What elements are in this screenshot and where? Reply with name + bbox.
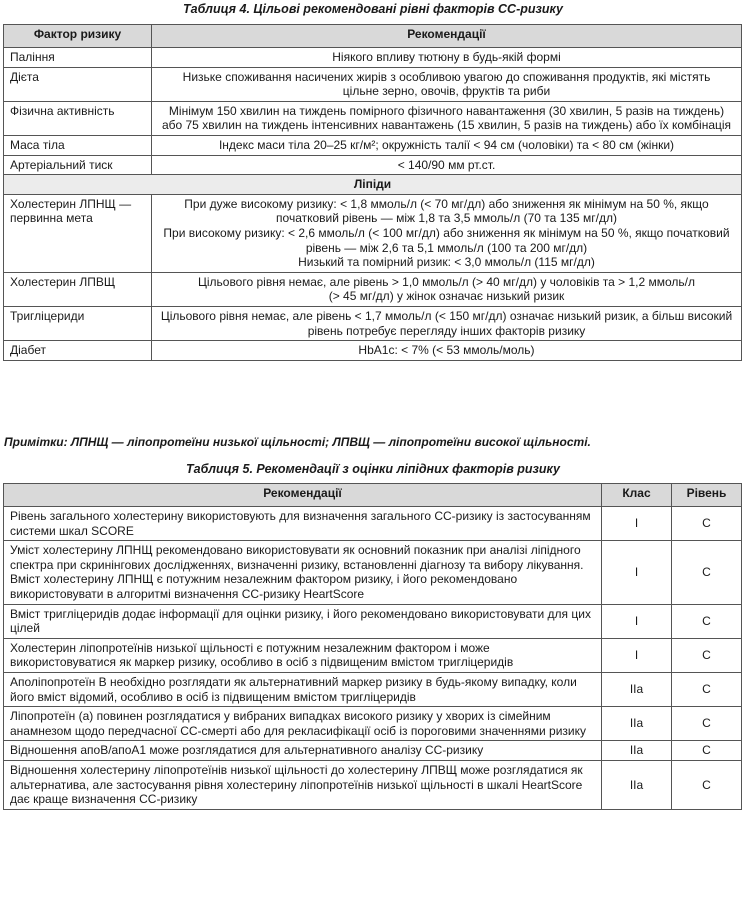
table-row <box>4 67 742 101</box>
table-row <box>4 541 742 604</box>
recommendation-cell: Низьке споживання насичених жирів з особливою увагою до споживання продуктів, які містять цільне зерно, овочів, фруктів та риби <box>152 67 742 101</box>
recommendation-cell: Вміст тригліцеридів додає інформації для оцінки ризику, і його рекомендовано використовувати для цих цілей <box>4 604 602 638</box>
table-row <box>4 272 742 306</box>
table-row <box>4 672 742 706</box>
section-header-lipids: Ліпіди <box>4 175 742 195</box>
recommendation-cell: < 140/90 мм рт.ст. <box>152 155 742 175</box>
recommendation-cell: Індекс маси тіла 20–25 кг/м²; окружність талії < 94 см (чоловіки) та < 80 см (жінки) <box>152 135 742 155</box>
class-cell: I <box>602 638 672 672</box>
recommendation-cell: Аполіпопротеїн В необхідно розглядати як альтернативний маркер ризику в будь-якому випадку, коли його вміст відомий, особливо в осіб із підвищеним вмістом тригліцеридів <box>4 672 602 706</box>
factor-cell: Маса тіла <box>4 135 152 155</box>
recommendation-cell: Цільового рівня немає, але рівень < 1,7 ммоль/л (< 150 мг/дл) означає низький ризик, а більш високий рівень потребує перегляду інших факторів ризику <box>152 306 742 340</box>
class-cell: IIa <box>602 760 672 809</box>
table-row <box>4 741 742 761</box>
level-cell: C <box>672 638 742 672</box>
risk-targets-table <box>3 24 742 361</box>
table-row <box>4 638 742 672</box>
table-row <box>4 507 742 541</box>
recommendation-cell: Цільового рівня немає, але рівень > 1,0 ммоль/л (> 40 мг/дл) у чоловіків та > 1,2 ммоль/л (> 45 мг/дл) у жінок означає низький ризик <box>152 272 742 306</box>
factor-cell: Фізична активність <box>4 101 152 135</box>
table-row <box>4 306 742 340</box>
level-cell: C <box>672 604 742 638</box>
col-header-recommendations: Рекомендації <box>4 484 602 507</box>
recommendation-cell: Ніякого впливу тютюну в будь-якій формі <box>152 48 742 68</box>
recommendation-cell: Уміст холестерину ЛПНЩ рекомендовано використовувати як основний показник при аналізі ліпідного спектра при скринінгових дослідженнях, визначенні ризику, встановленні діагнозу та вибору лікування. Вміст холестерину ЛПНЩ є потужним незалежним фактором ризику, і його рекомендовано використовувати в алгоритмі визначення СС-ризику HeartScore <box>4 541 602 604</box>
table4-caption: Таблиця 4. Цільові рекомендовані рівні факторів СС-ризику <box>183 2 563 16</box>
factor-cell: Діабет <box>4 341 152 361</box>
factor-cell: Паління <box>4 48 152 68</box>
table-row <box>4 194 742 272</box>
recommendation-cell: Рівень загального холестерину використовують для визначення загального СС-ризику із застосуванням системи шкал SCORE <box>4 507 602 541</box>
section-row-lipids <box>4 175 742 195</box>
level-cell: C <box>672 760 742 809</box>
table-row <box>4 155 742 175</box>
recommendation-line: При високому ризику: < 2,6 ммоль/л (< 100 мг/дл) або зниження як мінімум на 50 %, якщо початковий рівень — між 2,6 та 5,1 ммоль/л (100 та 200 мг/дл) <box>163 225 730 255</box>
factor-cell: Холестерин ЛПВЩ <box>4 272 152 306</box>
table5-caption: Таблиця 5. Рекомендації з оцінки ліпідних факторів ризику <box>186 462 560 476</box>
col-header-factor: Фактор ризику <box>4 25 152 48</box>
factor-cell: Холестерин ЛПНЩ — первинна мета <box>4 194 152 272</box>
level-cell: C <box>672 707 742 741</box>
class-cell: IIa <box>602 741 672 761</box>
class-cell: IIa <box>602 707 672 741</box>
class-cell: I <box>602 604 672 638</box>
factor-cell: Тригліцериди <box>4 306 152 340</box>
recommendation-cell <box>152 194 742 272</box>
factor-cell: Артеріальний тиск <box>4 155 152 175</box>
table5-header-row <box>4 484 742 507</box>
recommendation-cell: Холестерин ліпопротеїнів низької щільності є потужним незалежним фактором і може використовуватися як маркер ризику, особливо в осіб з підвищеним вмістом тригліцеридів <box>4 638 602 672</box>
table-row <box>4 707 742 741</box>
lipid-assessment-table <box>3 483 742 810</box>
recommendation-cell: Ліпопротеїн (а) повинен розглядатися у вибраних випадках високого ризику у хворих із сімейним анамнезом щодо передчасної СС-смерті або для рекласифікації осіб із пороговими значеннями ризику <box>4 707 602 741</box>
recommendation-line: Низький та помірний ризик: < 3,0 ммоль/л (115 мг/дл) <box>298 255 595 270</box>
recommendation-line: При дуже високому ризику: < 1,8 ммоль/л (< 70 мг/дл) або зниження як мінімум на 50 %, якщо початковий рівень — між 1,8 та 3,5 ммоль/л (70 та 135 мг/дл) <box>184 196 709 226</box>
table4-note: Примітки: ЛПНЩ — ліпопротеїни низької щільності; ЛПВЩ — ліпопротеїни високої щільності. <box>4 435 591 449</box>
table-row <box>4 135 742 155</box>
table-row <box>4 604 742 638</box>
recommendation-cell: Відношення апоВ/апоА1 може розглядатися для альтернативного аналізу СС-ризику <box>4 741 602 761</box>
table-row <box>4 101 742 135</box>
factor-cell: Дієта <box>4 67 152 101</box>
level-cell: C <box>672 507 742 541</box>
table4-header-row <box>4 25 742 48</box>
class-cell: I <box>602 541 672 604</box>
level-cell: C <box>672 541 742 604</box>
col-header-level: Рівень <box>672 484 742 507</box>
recommendation-cell: Мінімум 150 хвилин на тиждень помірного фізичного навантаження (30 хвилин, 5 разів на тиждень) або 75 хвилин на тиждень інтенсивних навантажень (15 хвилин, 5 разів на тиждень) або їх комбінація <box>152 101 742 135</box>
level-cell: C <box>672 741 742 761</box>
class-cell: IIa <box>602 672 672 706</box>
table-row <box>4 48 742 68</box>
recommendation-cell: Відношення холестерину ліпопротеїнів низької щільності до холестерину ЛПВЩ може розглядатися як альтернатива, але застосування рівня холестерину ліпопротеїнів низької щільності в шкалі HeartScore дає краще визначення СС-ризику <box>4 760 602 809</box>
table-row <box>4 760 742 809</box>
level-cell: C <box>672 672 742 706</box>
recommendation-cell: HbA1c: < 7% (< 53 ммоль/моль) <box>152 341 742 361</box>
table-row <box>4 341 742 361</box>
col-header-class: Клас <box>602 484 672 507</box>
col-header-recommendations: Рекомендації <box>152 25 742 48</box>
class-cell: I <box>602 507 672 541</box>
